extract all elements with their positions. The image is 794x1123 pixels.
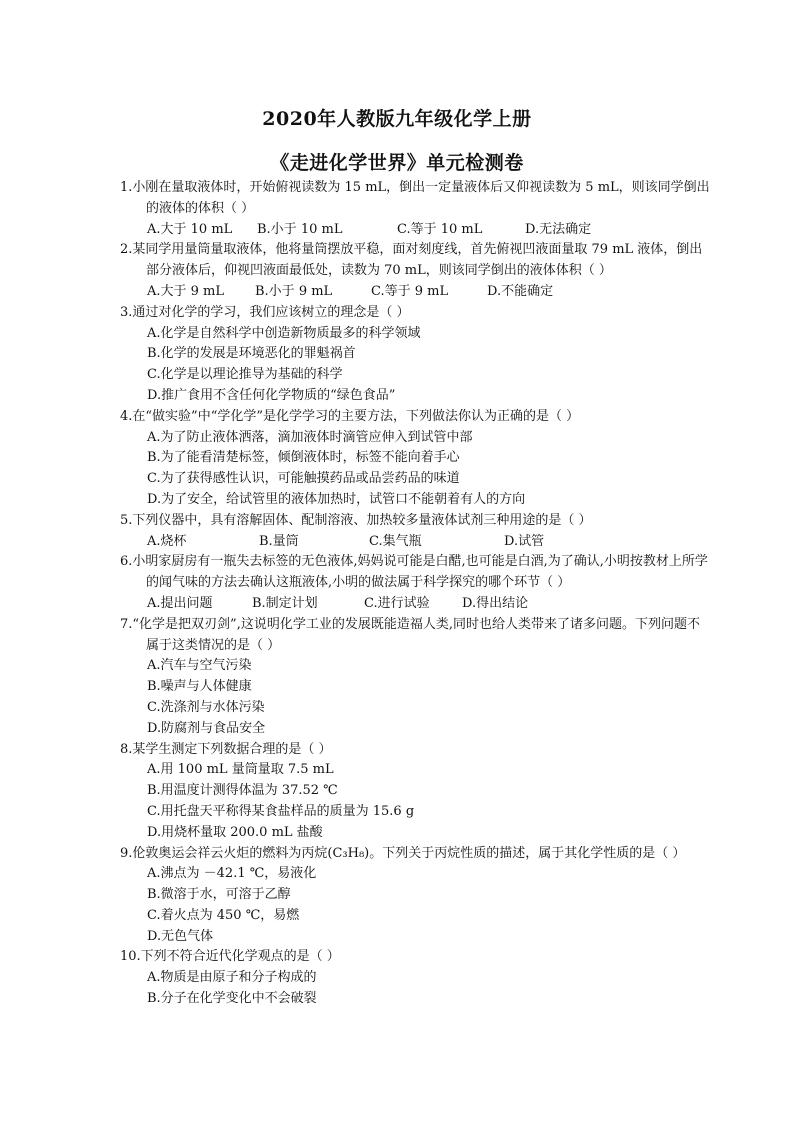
- option-d: D.无色气体: [147, 928, 214, 944]
- question-text: 1.小刚在量取液体时，开始俯视读数为 15 mL，倒出一定量液体后又仰视读数为 5 mL，则该同学倒出的液体的体积（ ）: [120, 180, 710, 216]
- question-4: [120, 407, 710, 511]
- question-text: 7.“化学是把双刃剑”,这说明化学工业的发展既能造福人类,同时也给人类带来了诸多问题。下列问题不属于这类情况的是（ ）: [120, 616, 700, 653]
- question-7: [120, 615, 710, 740]
- option-a: A.物质是由原子和分子构成的: [147, 970, 317, 986]
- option-c: C.化学是以理论推导为基础的科学: [147, 367, 343, 383]
- question-5: [120, 511, 710, 553]
- option-b: B.为了能看清楚标签，倾倒液体时，标签不能向着手心: [147, 450, 460, 466]
- option-b: B.量筒: [259, 533, 299, 549]
- question-text: 8.某学生测定下列数据合理的是（ ）: [120, 741, 332, 757]
- option-a: A.为了防止液体洒落，滴加液体时滴管应伸入到试管中部: [147, 429, 473, 445]
- option-b: B.分子在化学变化中不会破裂: [147, 991, 317, 1007]
- option-d: D.不能确定: [487, 283, 554, 299]
- option-d: D.用烧杯量取 200.0 mL 盐酸: [147, 824, 323, 840]
- option-a: A.烧杯: [147, 533, 187, 549]
- question-10: [120, 947, 710, 1009]
- question-9: [120, 844, 710, 948]
- question-text: 9.伦敦奥运会祥云火炬的燃料为丙烷(C₃H₈)。下列关于丙烷性质的描述，属于其化学性质的是（ ）: [120, 845, 686, 861]
- option-c: C.进行试验: [364, 595, 430, 611]
- question-6: [120, 552, 710, 614]
- option-c: C.用托盘天平称得某食盐样品的质量为 15.6 g: [147, 803, 415, 819]
- question-text: 6.小明家厨房有一瓶失去标签的无色液体,妈妈说可能是白醋,也可能是白酒,为了确认,小明按教材上所学的闻气味的方法去确认这瓶液体,小明的做法属于科学探究的哪个环节（ ）: [120, 554, 708, 591]
- option-a: A.化学是自然科学中创造新物质最多的科学领域: [147, 325, 421, 341]
- option-a: A.用 100 mL 量筒量取 7.5 mL: [147, 762, 334, 778]
- option-a: A.沸点为 －42.1 ℃，易液化: [147, 866, 317, 882]
- option-c: C.等于 9 mL: [371, 283, 449, 299]
- option-a: A.大于 10 mL: [147, 221, 233, 237]
- options-row: [120, 282, 710, 303]
- option-b: B.制定计划: [252, 595, 318, 611]
- question-1: [120, 178, 710, 240]
- question-text: 4.在“做实验”中“学化学”是化学学习的主要方法，下列做法你认为正确的是（ ）: [120, 408, 580, 424]
- option-b: B.微溶于水，可溶于乙醇: [147, 887, 291, 903]
- question-text: 2.某同学用量筒量取液体，他将量筒摆放平稳，面对刻度线，首先俯视凹液面量取 79 mL 液体，倒出部分液体后，仰视凹液面最低处，读数为 70 mL，则该同学倒出的液体体积（ ）: [120, 242, 703, 279]
- options-row: [120, 220, 710, 241]
- question-text: 3.通过对化学的学习，我们应该树立的理念是（ ）: [120, 304, 410, 320]
- option-b: B.用温度计测得体温为 37.52 ℃: [147, 783, 338, 799]
- question-3: [120, 303, 710, 407]
- option-b: B.化学的发展是环境恶化的罪魁祸首: [147, 346, 356, 362]
- option-c: C.洗涤剂与水体污染: [147, 699, 265, 715]
- question-text: 10.下列不符合近代化学观点的是（ ）: [120, 949, 340, 965]
- option-c: C.着火点为 450 ℃，易燃: [147, 907, 300, 923]
- question-text: 5.下列仪器中，具有溶解固体、配制溶液、加热较多量液体试剂三种用途的是（ ）: [120, 512, 592, 528]
- option-a: A.汽车与空气污染: [147, 658, 252, 674]
- option-d: D.试管: [504, 533, 545, 549]
- option-b: B.噪声与人体健康: [147, 679, 252, 695]
- question-list: [120, 178, 710, 1010]
- option-a: A.大于 9 mL: [147, 283, 225, 299]
- page-title: 2020年人教版九年级化学上册: [262, 108, 532, 130]
- option-c: C.集气瓶: [369, 533, 422, 549]
- option-b: B.小于 10 mL: [257, 221, 343, 237]
- options-row: [120, 594, 710, 615]
- question-8: [120, 740, 710, 844]
- option-d: D.防腐剂与食品安全: [147, 720, 266, 736]
- option-b: B.小于 9 mL: [255, 283, 333, 299]
- option-d: D.为了安全，给试管里的液体加热时，试管口不能朝着有人的方向: [147, 491, 526, 507]
- option-c: C.为了获得感性认识，可能触摸药品或品尝药品的味道: [147, 471, 460, 487]
- option-a: A.提出问题: [147, 595, 213, 611]
- option-d: D.无法确定: [525, 221, 592, 237]
- options-row: [120, 532, 710, 553]
- question-2: [120, 240, 710, 302]
- option-d: D.得出结论: [462, 595, 529, 611]
- option-c: C.等于 10 mL: [397, 221, 483, 237]
- page-subtitle: 《走进化学世界》单元检测卷: [270, 152, 524, 174]
- option-d: D.推广食用不含任何化学物质的“绿色食品”: [147, 387, 396, 403]
